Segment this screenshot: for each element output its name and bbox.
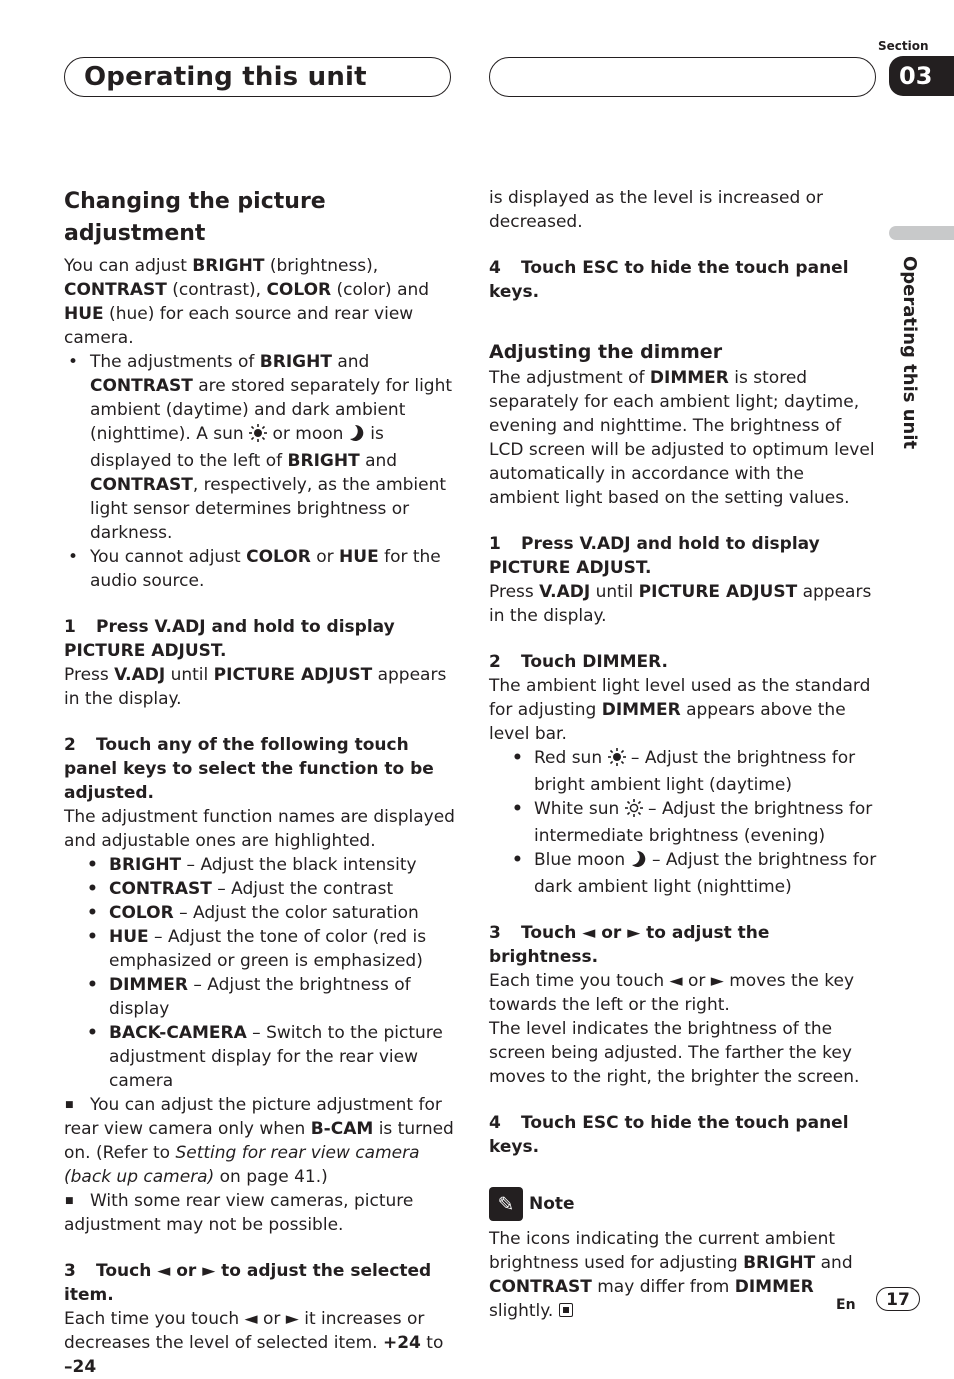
step-heading: 3 Touch ◄ or ► to adjust the brightness. bbox=[489, 923, 770, 967]
intro-paragraph: You can adjust BRIGHT (brightness), CONTRAST (contrast), COLOR (color) and HUE (hue) for each source and rear view camera. bbox=[64, 256, 430, 348]
red-sun-icon bbox=[608, 748, 626, 773]
step-heading: 1 Press V.ADJ and hold to display PICTURE ADJUST. bbox=[64, 617, 395, 661]
section-number-tab: 03 bbox=[889, 56, 954, 96]
function-item: • COLOR – Adjust the color saturation bbox=[64, 901, 456, 925]
function-item: • CONTRAST – Adjust the contrast bbox=[64, 877, 456, 901]
note-header bbox=[489, 1187, 879, 1221]
function-item: • BACK-CAMERA – Switch to the picture adjustment display for the rear view camera bbox=[64, 1021, 456, 1093]
function-item: • BRIGHT – Adjust the black intensity bbox=[64, 853, 456, 877]
function-item: • DIMMER – Adjust the brightness of display bbox=[64, 973, 456, 1021]
blue-moon-icon bbox=[631, 850, 647, 875]
side-tab-label: Operating this unit bbox=[899, 256, 920, 450]
bullet-item: • You cannot adjust COLOR or HUE for the audio source. bbox=[64, 545, 456, 593]
step-body: Press V.ADJ until PICTURE ADJUST appears in the display. bbox=[489, 582, 872, 626]
note-item: ■ You can adjust the picture adjustment for rear view camera only when B-CAM is turned on. (Refer to Setting for rear view camera (back up camera) on page 41.) bbox=[64, 1093, 456, 1189]
section-heading-dimmer: Adjusting the dimmer bbox=[489, 341, 723, 363]
step-body: Each time you touch ◄ or ► it increases or decreases the level of selected item. +24 to –24 bbox=[64, 1309, 444, 1377]
language-code: En bbox=[836, 1297, 856, 1313]
step-body: Each time you touch ◄ or ► moves the key towards the left or the right. bbox=[489, 971, 855, 1015]
sun-icon bbox=[249, 424, 267, 449]
step-heading: 2 Touch any of the following touch panel keys to select the function to be adjusted. bbox=[64, 735, 434, 803]
step-body: The ambient light level used as the standard for adjusting DIMMER appears above the level bar. bbox=[489, 676, 871, 744]
step-heading: 4 Touch ESC to hide the touch panel keys. bbox=[489, 1113, 849, 1157]
side-tab-marker bbox=[889, 226, 954, 240]
step-body: Press V.ADJ until PICTURE ADJUST appears in the display. bbox=[64, 665, 447, 709]
note-label: Note bbox=[529, 1194, 575, 1214]
moon-icon bbox=[349, 424, 365, 449]
end-mark-icon bbox=[559, 1303, 573, 1317]
ambient-item: • Red sun – Adjust the brightness for bright ambient light (daytime) bbox=[489, 746, 879, 797]
step-body: The adjustment function names are displayed and adjustable ones are highlighted. bbox=[64, 807, 455, 851]
dimmer-intro: The adjustment of DIMMER is stored separately for each ambient light; daytime, evening and nighttime. The brightness of LCD screen will be adjusted to optimum level automatically in accordance with the ambient light based on the setting values. bbox=[489, 368, 875, 508]
step-heading: 1 Press V.ADJ and hold to display PICTURE ADJUST. bbox=[489, 534, 820, 578]
note-item: ■ With some rear view cameras, picture adjustment may not be possible. bbox=[64, 1189, 456, 1237]
step-heading: 4 Touch ESC to hide the touch panel keys. bbox=[489, 258, 849, 302]
bullet-item: • The adjustments of BRIGHT and CONTRAST are stored separately for light ambient (daytime) and dark ambient (nighttime). A sun or moon is displayed to the left of BRIGHT and CONTRAST, respectively, as the ambient light sensor determines brightness or darkness. bbox=[64, 350, 456, 545]
left-column bbox=[64, 186, 456, 1379]
step-body: The level indicates the brightness of the screen being adjusted. The farther the key moves to the right, the brighter the screen. bbox=[489, 1019, 860, 1087]
white-sun-icon bbox=[625, 799, 643, 824]
page-title: Operating this unit bbox=[84, 62, 367, 92]
ambient-item: • White sun – Adjust the brightness for intermediate brightness (evening) bbox=[489, 797, 879, 848]
page-number: 17 bbox=[876, 1287, 920, 1311]
section-label: Section bbox=[878, 39, 929, 53]
section-heading-picture: Changing the picture adjustment bbox=[64, 189, 326, 246]
note-text: The icons indicating the current ambient brightness used for adjusting BRIGHT and CONTRAST may differ from DIMMER slightly. bbox=[489, 1229, 853, 1321]
right-column bbox=[489, 186, 879, 1323]
header-blank-frame bbox=[489, 57, 876, 97]
continued-text: is displayed as the level is increased or decreased. bbox=[489, 188, 824, 232]
pencil-note-icon: ✎ bbox=[489, 1187, 523, 1221]
ambient-item: • Blue moon – Adjust the brightness for dark ambient light (nighttime) bbox=[489, 848, 879, 899]
function-item: • HUE – Adjust the tone of color (red is emphasized or green is emphasized) bbox=[64, 925, 456, 973]
step-heading: 2 Touch DIMMER. bbox=[489, 652, 668, 672]
step-heading: 3 Touch ◄ or ► to adjust the selected item. bbox=[64, 1261, 432, 1305]
